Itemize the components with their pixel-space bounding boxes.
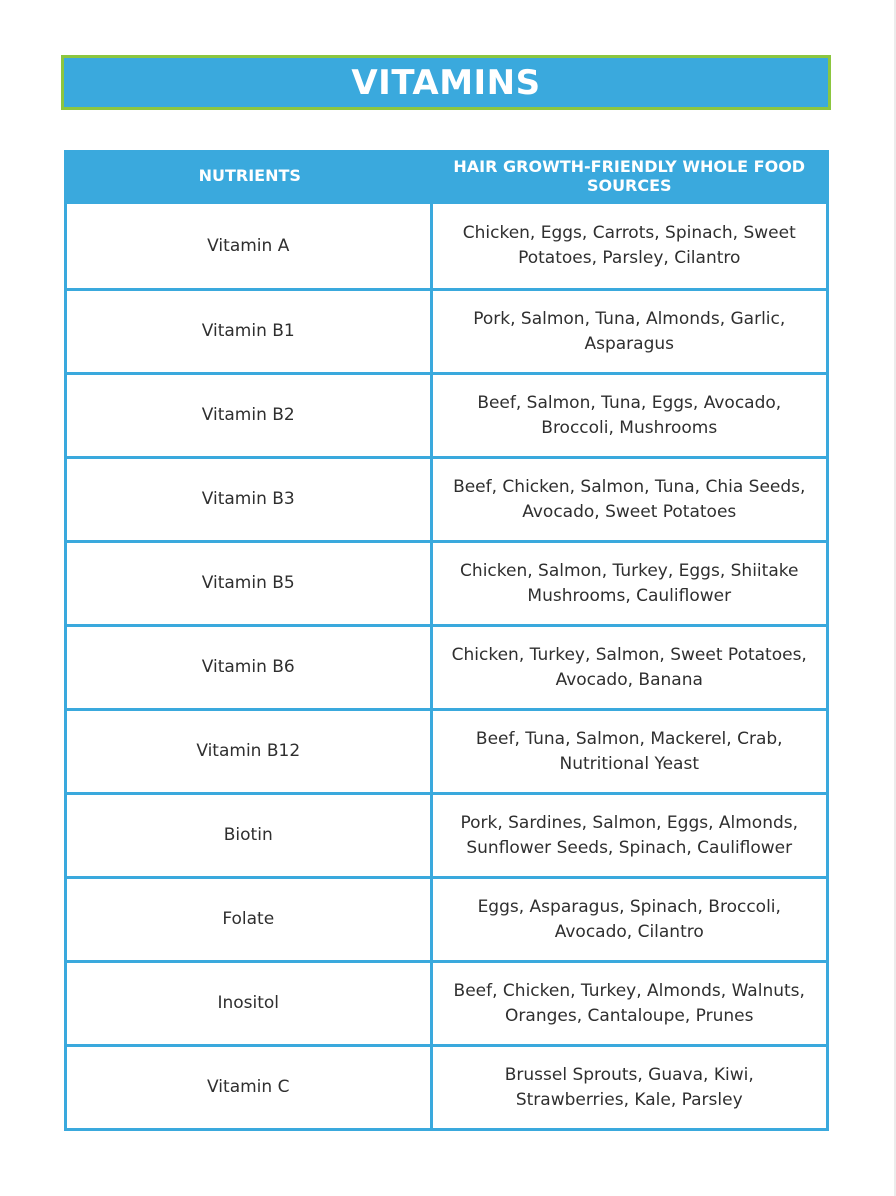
table-row xyxy=(67,204,826,288)
food-sources-cell: Chicken, Eggs, Carrots, Spinach, Sweet Potatoes, Parsley, Cilantro xyxy=(462,223,796,268)
food-sources-cell: Beef, Tuna, Salmon, Mackerel, Crab, Nutritional Yeast xyxy=(475,728,783,774)
food-sources-cell: Pork, Salmon, Tuna, Almonds, Garlic, Asparagus xyxy=(473,308,786,354)
table-row xyxy=(67,792,826,876)
food-sources-cell: Beef, Salmon, Tuna, Eggs, Avocado, Broccoli, Mushrooms xyxy=(477,392,782,438)
table-body xyxy=(67,204,826,1128)
nutrient-cell: Folate xyxy=(67,879,433,960)
table-row xyxy=(67,708,826,792)
food-sources-cell: Beef, Chicken, Turkey, Almonds, Walnuts, Oranges, Cantaloupe, Prunes xyxy=(453,980,805,1026)
table-row xyxy=(67,372,826,456)
nutrient-cell: Vitamin B6 xyxy=(67,627,433,708)
nutrient-cell: Vitamin B12 xyxy=(67,711,433,792)
table-row xyxy=(67,624,826,708)
nutrient-cell: Vitamin B5 xyxy=(67,543,433,624)
nutrient-cell: Vitamin B1 xyxy=(67,291,433,372)
nutrient-cell: Vitamin B2 xyxy=(67,375,433,456)
table-header-row xyxy=(67,150,826,204)
vitamins-table xyxy=(64,150,829,1131)
food-sources-cell: Chicken, Salmon, Turkey, Eggs, Shiitake Mushrooms, Cauliflower xyxy=(460,560,799,606)
food-sources-cell: Chicken, Turkey, Salmon, Sweet Potatoes, Avocado, Banana xyxy=(451,644,807,690)
table-row xyxy=(67,1044,826,1128)
food-sources-cell: Beef, Chicken, Salmon, Tuna, Chia Seeds, Avocado, Sweet Potatoes xyxy=(453,476,806,522)
table-row xyxy=(67,876,826,960)
page-title: VITAMINS xyxy=(351,62,541,103)
column-header-nutrients: NUTRIENTS xyxy=(198,166,301,185)
table-row xyxy=(67,456,826,540)
food-sources-cell: Eggs, Asparagus, Spinach, Broccoli, Avocado, Cilantro xyxy=(477,896,781,942)
food-sources-cell: Pork, Sardines, Salmon, Eggs, Almonds, Sunflower Seeds, Spinach, Cauliflower xyxy=(460,812,799,858)
nutrient-cell: Inositol xyxy=(67,963,433,1044)
nutrient-cell: Biotin xyxy=(67,795,433,876)
column-header-food-sources: HAIR GROWTH-FRIENDLY WHOLE FOOD SOURCES xyxy=(453,156,806,195)
nutrient-cell: Vitamin A xyxy=(67,204,433,288)
table-row xyxy=(67,960,826,1044)
food-sources-cell: Brussel Sprouts, Guava, Kiwi, Strawberries, Kale, Parsley xyxy=(504,1064,754,1110)
title-banner xyxy=(61,55,831,110)
nutrient-cell: Vitamin B3 xyxy=(67,459,433,540)
table-row xyxy=(67,540,826,624)
table-row xyxy=(67,288,826,372)
nutrient-cell: Vitamin C xyxy=(67,1047,433,1128)
